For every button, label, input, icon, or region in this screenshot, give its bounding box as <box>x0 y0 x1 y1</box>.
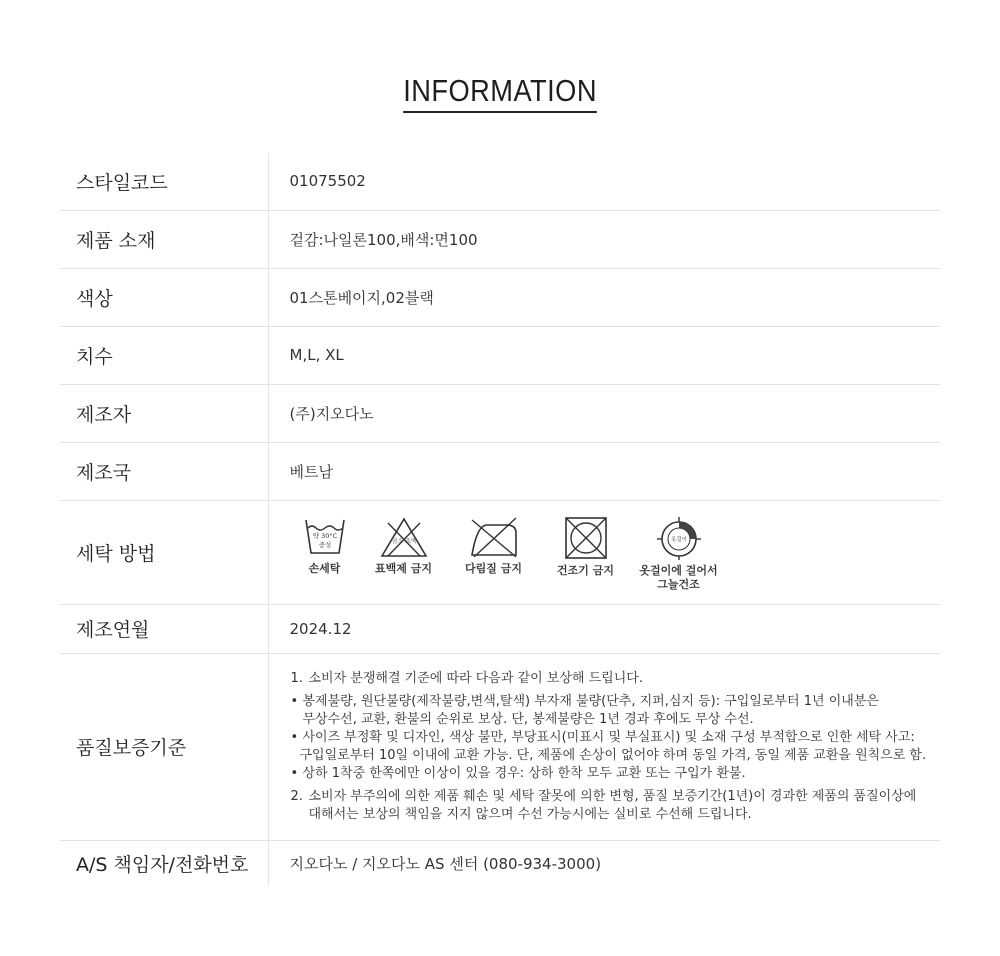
quality-bullet-2-line1: 사이즈 부정확 및 디자인, 색상 불만, 부당표시(미표시 및 부실표시) 및 소재 구성 부적합으로 인한 세탁 사고: <box>302 729 915 745</box>
section-title: INFORMATION <box>403 72 597 113</box>
row-quality <box>60 653 940 840</box>
row-manufacturer <box>60 384 940 442</box>
product-info-table <box>60 153 940 886</box>
label-quality: 품질보증기준 <box>60 653 268 840</box>
label-as: A/S 책임자/전화번호 <box>60 840 268 886</box>
label-style-code: 스타일코드 <box>60 153 268 210</box>
quality-bullet-1-line2: 무상수선, 교환, 환불의 순위로 보상. 단, 봉제불량은 1년 경과 후에도 무상 수선. <box>302 711 754 727</box>
quality-bullet-3-line1: 상하 1착중 한쪽에만 이상이 있을 경우: 상하 한착 모두 교환 또는 구입가 환불. <box>302 765 746 781</box>
value-washing <box>268 500 940 604</box>
care-label-hang-dry-line2: 그늘건조 <box>657 577 700 591</box>
care-label-no-iron: 다림질 금지 <box>465 561 522 575</box>
value-date: 2024.12 <box>268 604 940 653</box>
quality-item-2 <box>291 788 941 824</box>
care-label-hand-wash: 손세탁 <box>308 561 341 575</box>
bullet-mark: • <box>290 729 299 745</box>
care-item-hang-dry <box>631 515 727 592</box>
row-size <box>60 326 940 384</box>
label-manufacturer: 제조자 <box>60 384 268 442</box>
no-iron-icon <box>469 515 519 559</box>
bullet-mark: • <box>290 693 299 709</box>
quality-text <box>291 666 941 828</box>
quality-bullet-1-line1: 봉제불량, 원단불량(제작불량,변색,탈색) 부자재 불량(단추, 지퍼,심지 등): 구입일로부터 1년 이내분은 <box>302 693 879 709</box>
quality-bullet-1 <box>291 693 941 729</box>
care-icons <box>289 513 941 592</box>
quality-item-1-mark: 1. <box>290 670 303 686</box>
row-washing <box>60 500 940 604</box>
no-tumble-dry-icon <box>563 515 609 561</box>
value-as: 지오다노 / 지오다노 AS 센터 (080-934-3000) <box>289 854 602 873</box>
label-date: 제조연월 <box>60 604 268 653</box>
quality-bullet-3 <box>291 765 941 783</box>
quality-item-1 <box>291 670 941 688</box>
label-country: 제조국 <box>60 442 268 500</box>
value-color: 01스톤베이지,02블랙 <box>268 268 940 326</box>
label-size: 치수 <box>60 326 268 384</box>
care-label-no-bleach: 표백제 금지 <box>375 561 432 575</box>
label-material: 제품 소재 <box>60 210 268 268</box>
row-material <box>60 210 940 268</box>
label-color: 색상 <box>60 268 268 326</box>
quality-item-1-text: 소비자 분쟁해결 기준에 따라 다음과 같이 보상해 드립니다. <box>308 670 643 686</box>
value-quality <box>268 653 940 840</box>
care-label-hang-dry <box>639 564 717 592</box>
quality-bullet-2 <box>291 729 941 765</box>
row-style-code <box>60 153 940 210</box>
section-title-wrap <box>0 72 1000 113</box>
care-item-no-bleach <box>363 515 445 576</box>
hand-wash-detergent: 중성 <box>318 540 331 549</box>
hang-dry-shade-icon <box>655 515 703 561</box>
bullet-mark: • <box>290 765 299 781</box>
label-washing: 세탁 방법 <box>60 500 268 604</box>
hanger-text: 옷걸이 <box>670 536 687 543</box>
quality-item-2-mark: 2. <box>290 788 303 804</box>
no-bleach-icon <box>379 515 429 559</box>
care-item-no-tumble-dry <box>543 515 629 578</box>
row-country <box>60 442 940 500</box>
care-item-hand-wash <box>289 515 361 576</box>
row-color <box>60 268 940 326</box>
value-style-code: 01075502 <box>268 153 940 210</box>
value-country: 베트남 <box>268 442 940 500</box>
value-material: 겉감:나일론100,배색:면100 <box>268 210 940 268</box>
value-manufacturer: (주)지오다노 <box>268 384 940 442</box>
care-label-hang-dry-line1: 옷걸이에 걸어서 <box>639 563 718 577</box>
hand-wash-icon <box>303 515 347 559</box>
hand-wash-temp: 약 30°C <box>312 531 337 540</box>
value-size: M,L, XL <box>268 326 940 384</box>
care-label-no-tumble-dry: 건조기 금지 <box>557 563 614 577</box>
row-date <box>60 604 940 653</box>
care-item-no-iron <box>451 515 537 576</box>
quality-bullet-2-line2: 구입일로부터 10일 이내에 교환 가능. 단, 제품에 손상이 없어야 하며 동일 가격, 동일 제품 교환을 원칙으로 함. <box>299 747 927 763</box>
no-bleach-text: 염소 표백 <box>390 537 417 545</box>
quality-item-2-line1: 소비자 부주의에 의한 제품 훼손 및 세탁 잘못에 의한 변형, 품질 보증기간(1년)이 경과한 제품의 품질이상에 <box>308 788 917 804</box>
row-as <box>60 840 940 886</box>
quality-item-2-line2: 대해서는 보상의 책임을 지지 않으며 수선 가능시에는 실비로 수선해 드립니다. <box>308 806 752 822</box>
